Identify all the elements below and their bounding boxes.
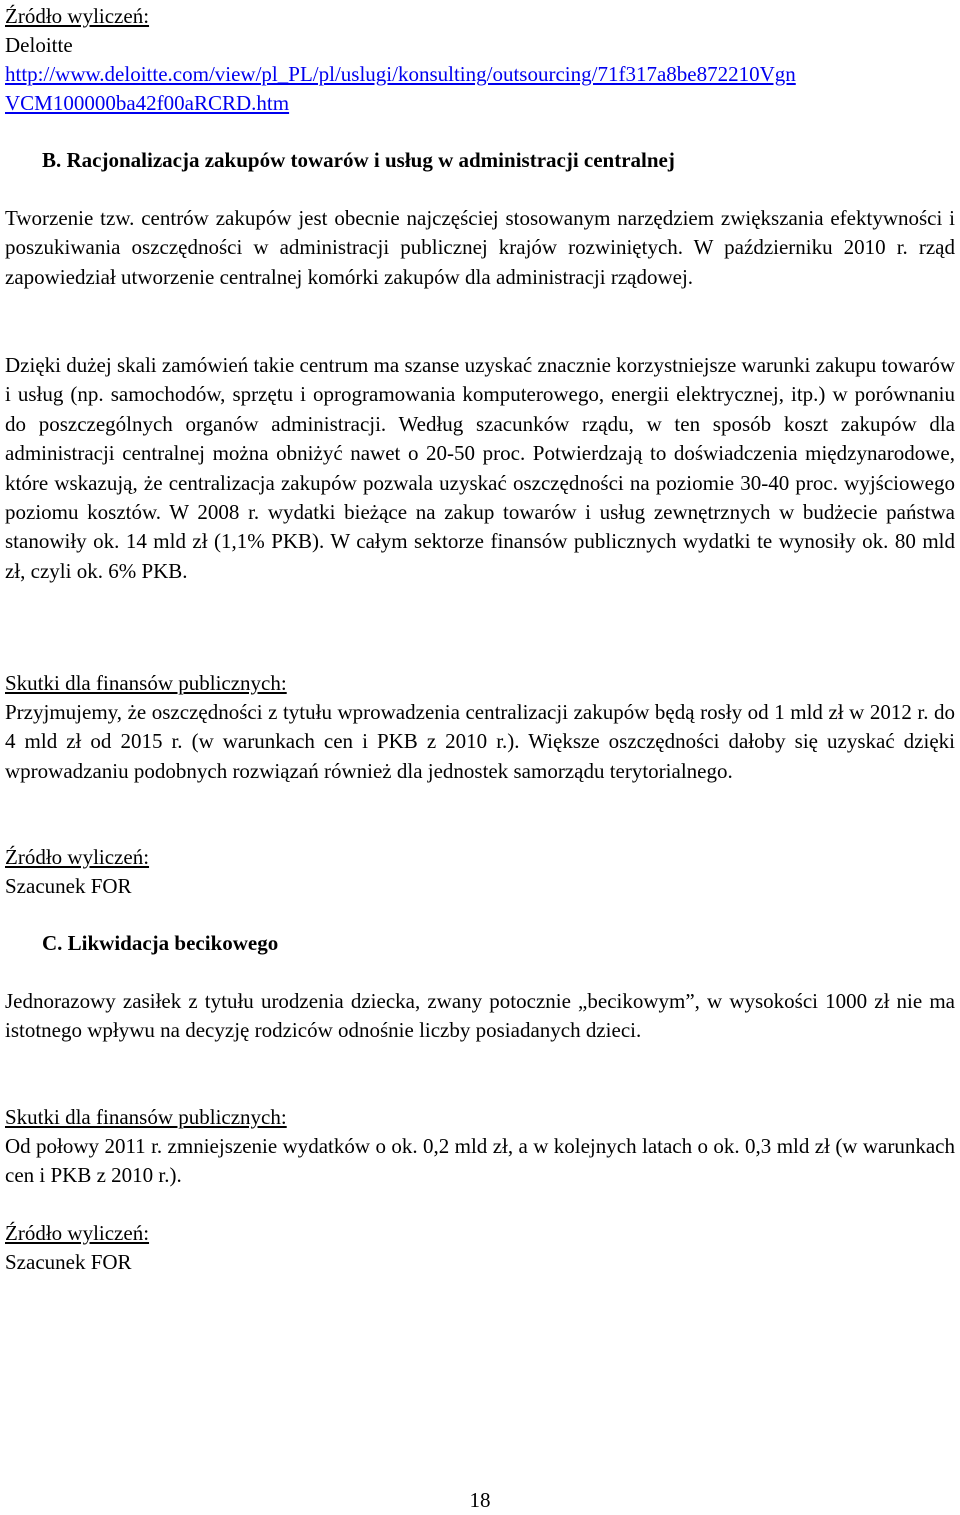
- section-c-effects-label: Skutki dla finansów publicznych:: [5, 1105, 287, 1129]
- section-b-source-name: Szacunek FOR: [5, 874, 132, 898]
- source-url-link-continued[interactable]: VCM100000ba42f00aRCRD.htm: [5, 91, 290, 115]
- section-c-source-name: Szacunek FOR: [5, 1250, 132, 1274]
- section-b-heading: B. Racjonalizacja zakupów towarów i usług w administracji centralnej: [42, 148, 675, 172]
- source-label: Źródło wyliczeń:: [5, 4, 150, 28]
- source-url-link[interactable]: http://www.deloitte.com/view/pl_PL/pl/uslugi/konsulting/outsourcing/71f317a8be872210Vgn: [5, 62, 796, 86]
- section-c-source-label: Źródło wyliczeń:: [5, 1221, 150, 1245]
- section-b-effects-text: Przyjmujemy, że oszczędności z tytułu wprowadzenia centralizacji zakupów będą rosły od 1 mld zł w 2012 r. do 4 mld zł od 2015 r. (w warunkach cen i PKB z 2010 r.). Większe oszczędności dałoby się uzyskać dzięki wprowadzaniu podobnych rozwiązań również dla jednostek samorządu terytorialnego.: [5, 700, 955, 783]
- section-c-heading: C. Likwidacja becikowego: [42, 931, 279, 955]
- section-c-paragraph-1: Jednorazowy zasiłek z tytułu urodzenia dziecka, zwany potocznie „becikowym”, w wysokości 1000 zł nie ma istotnego wpływu na decyzję rodziców odnośnie liczby posiadanych dzieci.: [5, 989, 955, 1043]
- section-b-paragraph-1: Tworzenie tzw. centrów zakupów jest obecnie najczęściej stosowanym narzędziem zwiększania efektywności i poszukiwania oszczędności w administracji publicznej krajów rozwiniętych. W październiku 2010 r. rząd zapowiedział utworzenie centralnej komórki zakupów dla administracji rządowej.: [5, 206, 955, 289]
- page-number: 18: [469, 1488, 491, 1512]
- section-c-effects-text: Od połowy 2011 r. zmniejszenie wydatków o ok. 0,2 mld zł, a w kolejnych latach o ok. 0,3 mld zł (w warunkach cen i PKB z 2010 r.).: [5, 1134, 955, 1188]
- section-b-effects-label: Skutki dla finansów publicznych:: [5, 671, 287, 695]
- section-b-source-label: Źródło wyliczeń:: [5, 845, 150, 869]
- source-name: Deloitte: [5, 33, 73, 57]
- section-b-paragraph-2: Dzięki dużej skali zamówień takie centrum ma szanse uzyskać znacznie korzystniejsze warunki zakupu towarów i usług (np. samochodów, sprzętu i oprogramowania komputerowego, energii elektrycznej, itp.) w porównaniu do poszczególnych organów administracji. Według szacunków rządu, w ten sposób koszt zakupów dla administracji centralnej można obniżyć nawet o 20-50 proc. Potwierdzają to doświadczenia międzynarodowe, które wskazują, że centralizacja zakupów pozwala uzyskać oszczędności na poziomie 30-40 proc. wyjściowego poziomu kosztów. W 2008 r. wydatki bieżące na zakup towarów i usług zewnętrznych w budżecie państwa stanowiły ok. 14 mld zł (1,1% PKB). W całym sektorze finansów publicznych wydatki te wynosiły ok. 80 mld zł, czyli ok. 6% PKB.: [5, 353, 955, 583]
